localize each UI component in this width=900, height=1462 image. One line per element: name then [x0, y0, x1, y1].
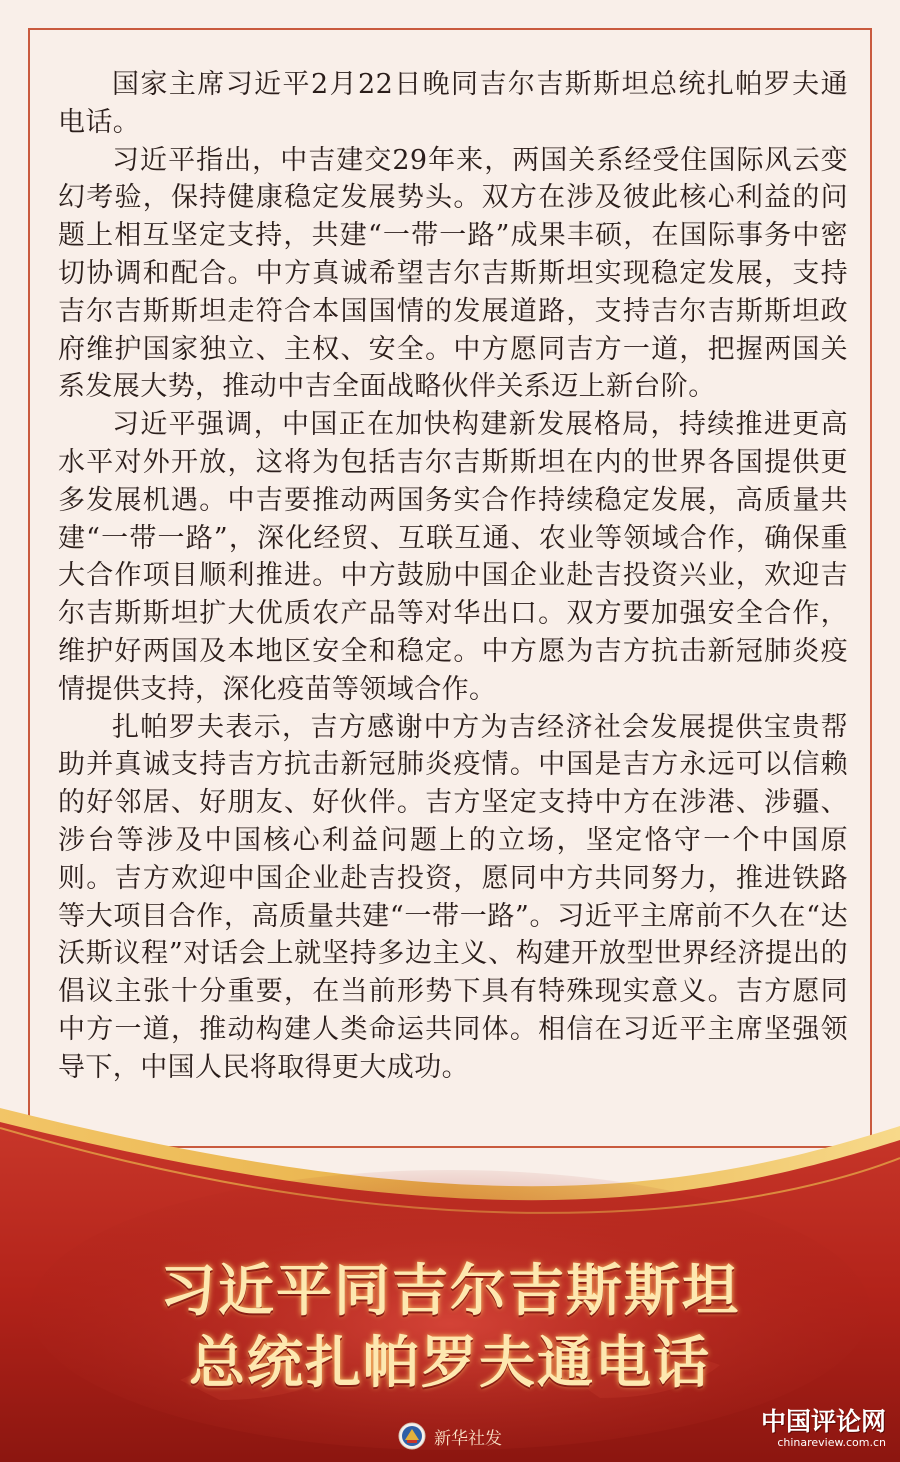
banner-title-line-2: 总统扎帕罗夫通电话 — [189, 1331, 711, 1396]
watermark — [761, 1408, 886, 1450]
article-body — [58, 66, 848, 1087]
article-paragraph-1: 国家主席习近平2月22日晚同吉尔吉斯斯坦总统扎帕罗夫通电话。 — [58, 69, 848, 138]
banner-title-line-1: 习近平同吉尔吉斯斯坦 — [160, 1259, 740, 1324]
watermark-url: chinareview.com.cn — [777, 1436, 886, 1449]
source-credit — [398, 1419, 502, 1453]
article-paragraph-2: 习近平指出，中吉建交29年来，两国关系经受住国际风云变幻考验，保持健康稳定发展势头。双方在涉及彼此核心利益的问题上相互坚定支持，共建“一带一路”成果丰硕，在国际事务中密切协调和配合。中方真诚希望吉尔吉斯斯坦实现稳定发展，支持吉尔吉斯斯坦走符合本国国情的发展道路，支持吉尔吉斯斯坦政府维护国家独立、主权、安全。中方愿同吉方一道，把握两国关系发展大势，推动中吉全面战略伙伴关系迈上新台阶。 — [58, 144, 848, 403]
article-paragraph-4: 扎帕罗夫表示，吉方感谢中方为吉经济社会发展提供宝贵帮助并真诚支持吉方抗击新冠肺炎疫情。中国是吉方永远可以信赖的好邻居、好朋友、好伙伴。吉方坚定支持中方在涉港、涉疆、涉台等涉及中国核心利益问题上的立场，坚定恪守一个中国原则。吉方欢迎中国企业赴吉投资，愿同中方共同努力，推进铁路等大项目合作，高质量共建“一带一路”。习近平主席前不久在“达沃斯议程”对话会上就坚持多边主义、构建开放型世界经济提出的倡议主张十分重要，在当前形势下具有特殊现实意义。吉方愿同中方一道，推动构建人类命运共同体。相信在习近平主席坚强领导下，中国人民将取得更大成功。 — [58, 711, 848, 1083]
xinhua-logo-icon — [398, 1422, 426, 1450]
article-paragraph-3: 习近平强调，中国正在加快构建新发展格局，持续推进更高水平对外开放，这将为包括吉尔吉斯斯坦在内的世界各国提供更多发展机遇。中吉要推动两国务实合作持续稳定发展，高质量共建“一带一路”，深化经贸、互联互通、农业等领域合作，确保重大合作项目顺利推进。中方鼓励中国企业赴吉投资兴业，欢迎吉尔吉斯斯坦扩大优质农产品等对华出口。双方要加强安全合作，维护好两国及本地区安全和稳定。中方愿为吉方抗击新冠肺炎疫情提供支持，深化疫苗等领域合作。 — [58, 409, 848, 705]
source-label: 新华社发 — [434, 1428, 502, 1449]
watermark-name: 中国评论网 — [760, 1407, 886, 1436]
banner-title — [0, 1256, 900, 1400]
